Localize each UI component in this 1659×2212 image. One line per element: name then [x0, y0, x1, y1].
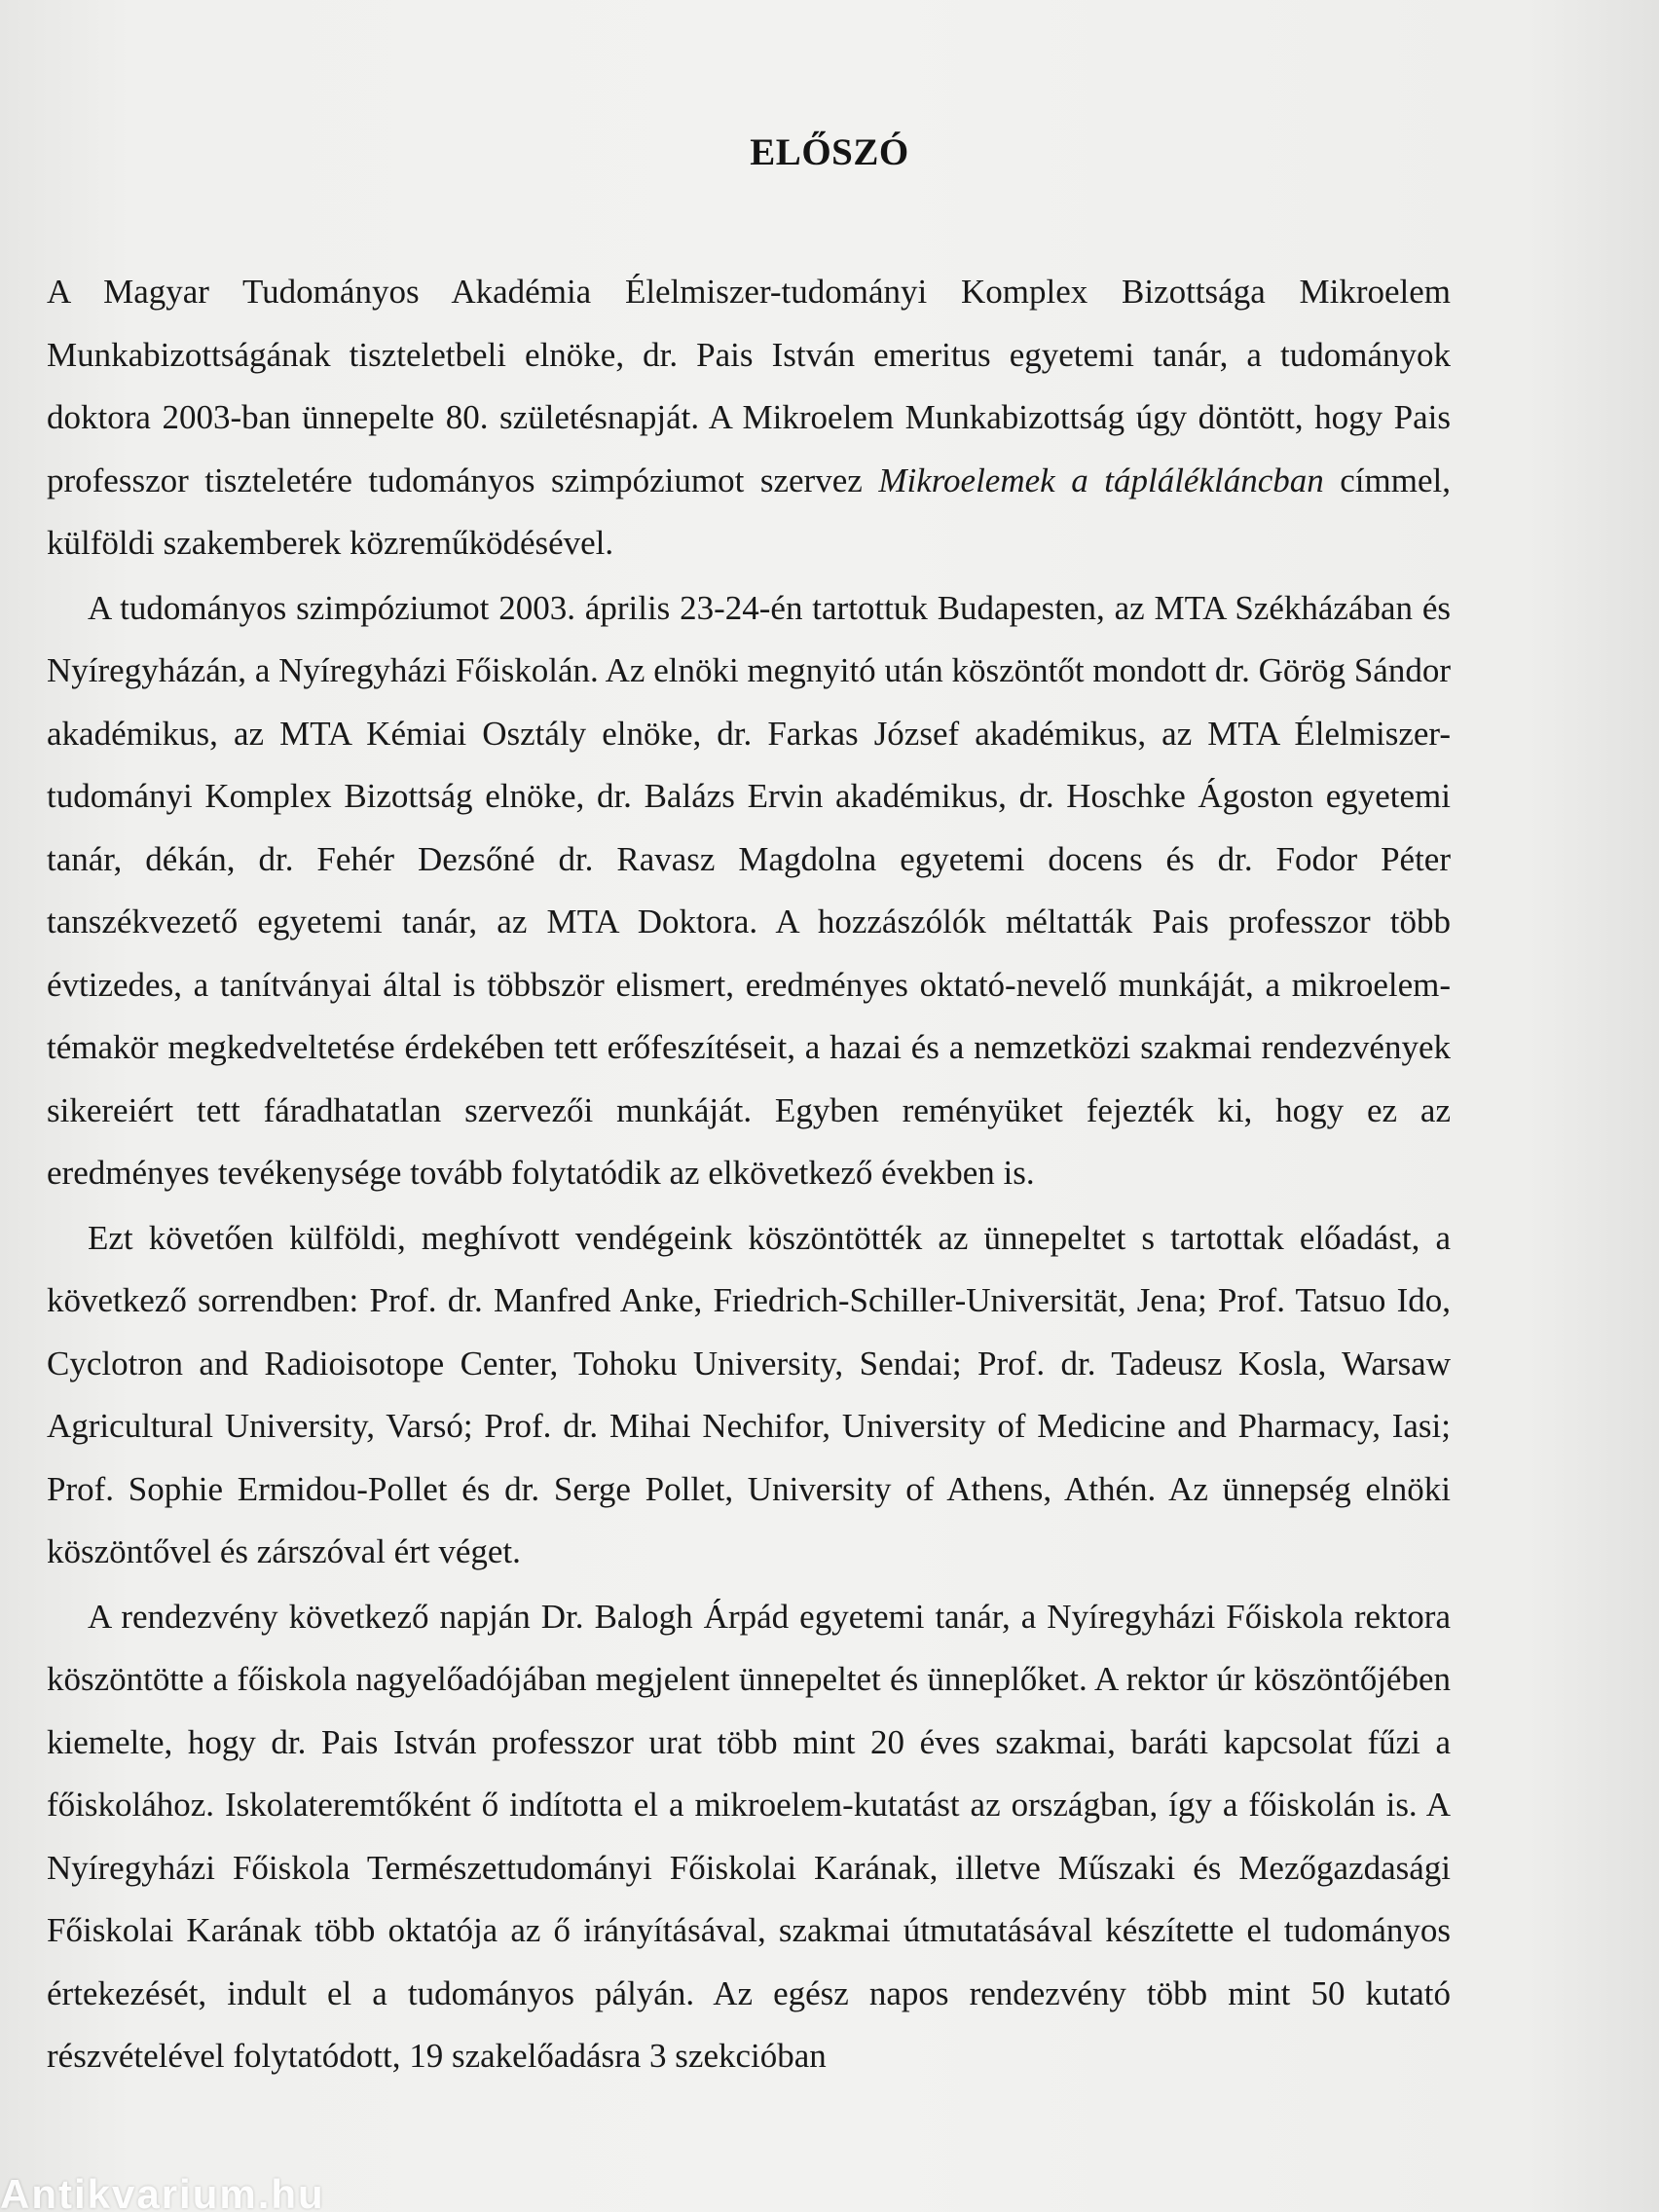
paragraph-4: A rendezvény következő napján Dr. Balogh Árpád egyetemi tanár, a Nyíregyházi Főiskola rektora köszöntötte a főiskola nagyelőadójában megjelent ünnepeltet és ünneplőket. A rektor úr köszöntőjében kiemelte, hogy dr. Pais István professzor urat több mint 20 éves szakmai, baráti kapcsolat fűzi a főiskolához. Iskolateremtőként ő indította el a mikroelem-kutatást az országban, így a főiskolán is. A Nyíregyházi Főiskola Természettudományi Főiskolai Karának, illetve Műszaki és Mezőgazdasági Főiskolai Karának több oktatója az ő irányításával, szakmai útmutatásával készítette el tudományos értekezését, indult el a tudományos pályán. Az egész napos rendezvény több mint 50 kutató részvételével folytatódott, 19 szakelőadásra 3 szekcióban: [47, 1597, 1451, 2075]
watermark-logo: Antikvarium.hu: [0, 2171, 325, 2212]
paragraph-1-text-a: A Magyar Tudományos Akadémia Élelmiszer-tudományi Komplex Bizottsága Mikroelem Munkabizottságának tiszteletbeli elnöke, dr. Pais István emeritus egyetemi tanár, a tudományok doktora 2003-ban ünnepelte 80. születésnapját. A Mikroelem Munkabizottság úgy döntött, hogy Pais professzor tiszteletére tudományos szimpóziumot szervez: [47, 273, 1451, 499]
paragraph-3: Ezt követően külföldi, meghívott vendégeink köszöntötték az ünnepeltet s tartottak előadást, a következő sorrendben: Prof. dr. Manfred Anke, Friedrich-Schiller-Universität, Jena; Prof. Tatsuo Ido, Cyclotron and Radioisotope Center, Tohoku University, Sendai; Prof. dr. Tadeusz Kosla, Warsaw Agricultural University, Varsó; Prof. dr. Mihai Nechifor, University of Medicine and Pharmacy, Iasi; Prof. Sophie Ermidou-Pollet és dr. Serge Pollet, University of Athens, Athén. Az ünnepség elnöki köszöntővel és zárszóval ért véget.: [47, 1218, 1451, 1570]
paragraph-1-text-b: címmel, külföldi szakemberek közreműködésével.: [47, 461, 1451, 562]
symposium-title: Mikroelemek a táplálékláncban: [878, 461, 1324, 499]
body-text: [47, 261, 1451, 2090]
page-title: ELŐSZÓ: [750, 131, 909, 173]
paragraph-1: [47, 261, 1451, 575]
paragraph-2: A tudományos szimpóziumot 2003. április 23-24-én tartottuk Budapesten, az MTA Székházában és Nyíregyházán, a Nyíregyházi Főiskolán. Az elnöki megnyitó után köszöntőt mondott dr. Görög Sándor akadémikus, az MTA Kémiai Osztály elnöke, dr. Farkas József akadémikus, az MTA Élelmiszer-tudományi Komplex Bizottság elnöke, dr. Balázs Ervin akadémikus, dr. Hoschke Ágoston egyetemi tanár, dékán, dr. Fehér Dezsőné dr. Ravasz Magdolna egyetemi docens és dr. Fodor Péter tanszékvezető egyetemi tanár, az MTA Doktora. A hozzászólók méltatták Pais professzor több évtizedes, a tanítványai által is többször elismert, eredményes oktató-nevelő munkáját, a mikroelem-témakör megkedveltetése érdekében tett erőfeszítéseit, a hazai és a nemzetközi szakmai rendezvények sikereiért tett fáradhatatlan szervezői munkáját. Egyben reményüket fejezték ki, hogy ez az eredményes tevékenysége tovább folytatódik az elkövetkező években is.: [47, 588, 1451, 1192]
